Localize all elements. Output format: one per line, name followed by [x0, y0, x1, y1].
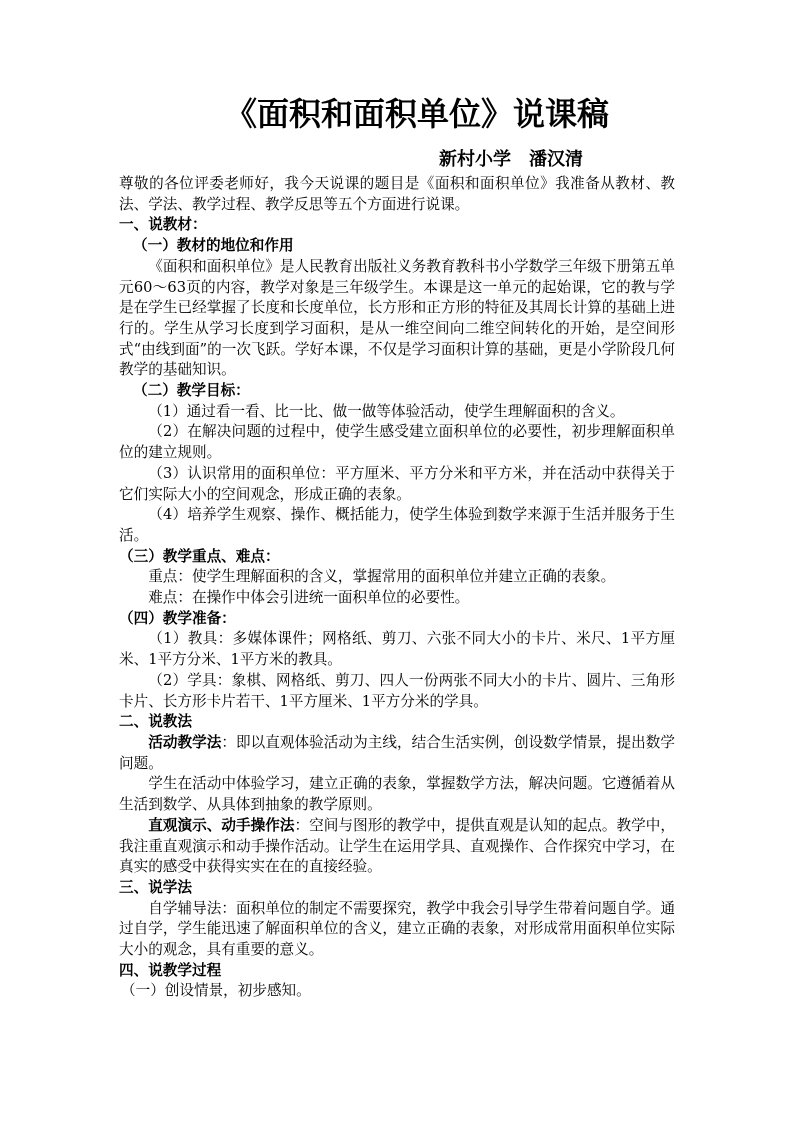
subheading-goals: （二）教学目标： [133, 382, 250, 400]
method-paragraph-activity [119, 733, 675, 774]
subheading-status: （一）教材的地位和作用 [133, 237, 294, 255]
key-point-item: 重点：使学生理解面积的含义，掌握常用的面积单位并建立正确的表象。 [148, 568, 616, 586]
document-body [119, 174, 675, 1002]
intro-paragraph: 尊敬的各位评委老师好，我今天说课的题目是《面积和面积单位》我准备从教材、教法、学法、教学过程、教学反思等五个方面进行说课。 [119, 175, 675, 213]
method-text-activity: ：即以直观体验活动为主线，结合生活实例，创设数学情景，提出数学问题。 [119, 733, 675, 772]
preparation-item: （1）教具：多媒体课件；网格纸、剪刀、六张不同大小的卡片、米尺、1平方厘米、1平方分米、1平方米的教具。 [119, 630, 675, 669]
goal-item: （1）通过看一看、比一比、做一做等体验活动，使学生理解面积的含义。 [148, 402, 625, 420]
preparation-item: （2）学具：象棋、网格纸、剪刀、四人一份两张不同大小的卡片、圆片、三角形卡片、长方形卡片若干、1平方厘米、1平方分米的学具。 [119, 671, 675, 710]
method-label-activity: 活动教学法 [148, 733, 222, 751]
learning-method-paragraph: 自学辅导法：面积单位的制定不需要探究，教学中我会引导学生带着问题自学。通过自学，学生能迅速了解面积单位的含义，建立正确的表象，对形成常用面积单位实际大小的观念，具有重要的意义。 [119, 899, 675, 959]
subheading-preparation: （四）教学准备： [119, 609, 236, 627]
method-paragraph-demonstration [119, 816, 675, 878]
process-step-heading: （一）创设情景，初步感知。 [121, 982, 311, 1000]
document-title: 《面积和面积单位》说课稿 [224, 95, 609, 133]
goal-item: （4）培养学生观察、操作、概括能力，使学生体验到数学来源于生活并服务于生活。 [119, 506, 675, 544]
section-heading-textbook: 一、说教材： [119, 216, 207, 234]
section-heading-learning-method: 三、说学法 [119, 878, 192, 896]
section-heading-teaching-process: 四、说教学过程 [119, 961, 222, 979]
method-label-demonstration: 直观演示、动手操作法 [148, 816, 295, 834]
document-page [119, 92, 675, 1002]
section-heading-teaching-method: 二、说教法 [119, 713, 192, 731]
goal-item: （3）认识常用的面积单位：平方厘米、平方分米和平方米，并在活动中获得关于它们实际大小的空间观念，形成正确的表象。 [119, 464, 675, 503]
subheading-key-points: （三）教学重点、难点： [119, 547, 280, 565]
author-line: 新村小学 潘汉清 [439, 149, 583, 170]
difficulty-item: 难点：在操作中体会引进统一面积单位的必要性。 [148, 589, 470, 607]
paragraph-status: 《面积和面积单位》是人民教育出版社义务教育教科书小学数学三年级下册第五单元60～63页的内容，教学对象是三年级学生。本课是这一单元的起始课，它的教与学是在学生已经掌握了长度和长度单位，长方形和正方形的特征及其周长计算的基础上进行的。学生从学习长度到学习面积，是从一维空间向二维空间转化的开始，是空间形式“由线到面”的一次飞跃。学好本课，不仅是学习面积计算的基础，更是小学阶段几何教学的基础知识。 [119, 257, 675, 379]
method-text-demonstration: ：空间与图形的教学中，提供直观是认知的起点。教学中，我注重直观演示和动手操作活动。让学生在运用学具、直观操作、合作探究中学习，在真实的感受中获得实实在在的直接经验。 [119, 816, 675, 876]
method-paragraph-experience: 学生在活动中体验学习，建立正确的表象，掌握数学方法，解决问题。它遵循着从生活到数学、从具体到抽象的教学原则。 [119, 775, 675, 814]
goal-item: （2）在解决问题的过程中，使学生感受建立面积单位的必要性，初步理解面积单位的建立规则。 [119, 423, 675, 462]
